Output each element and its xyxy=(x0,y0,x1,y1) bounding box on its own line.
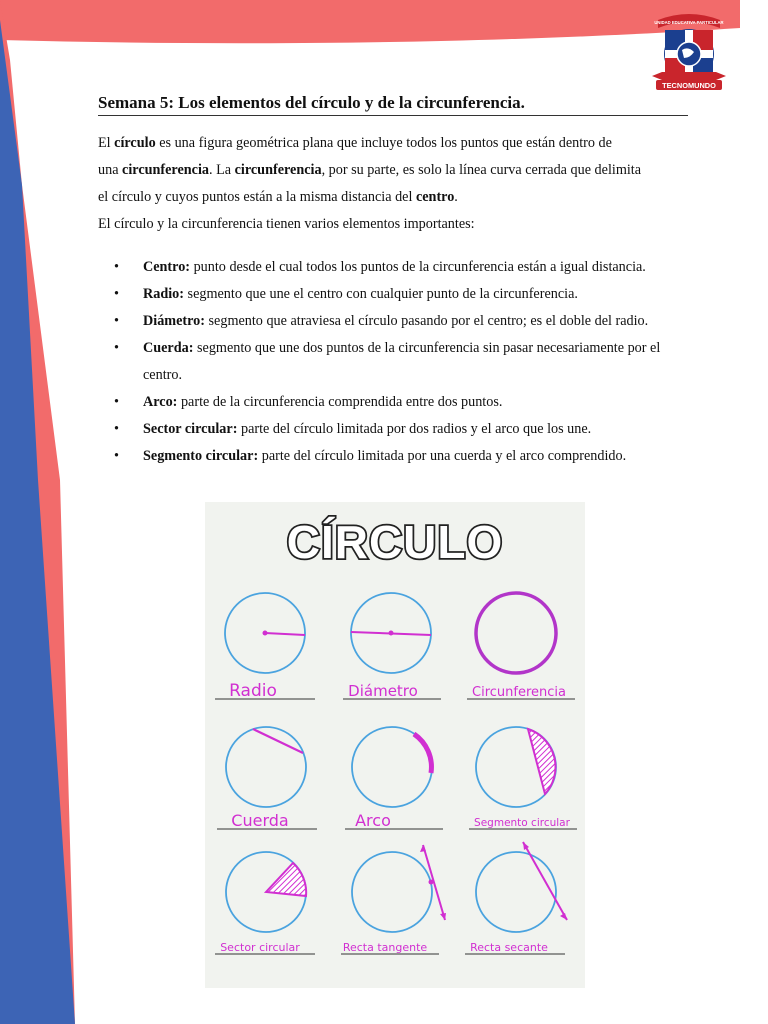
circunferencia-diagram xyxy=(476,593,556,673)
list-item: • Sector circular: parte del círculo limitada por dos radios y el arco que los une. xyxy=(110,416,700,443)
label-arco: Arco xyxy=(355,811,391,830)
sector-circular-diagram xyxy=(226,852,306,932)
elements-list xyxy=(110,254,700,470)
intro-line: El círculo y la circunferencia tienen varios elementos importantes: xyxy=(98,216,475,232)
list-item: • Radio: segmento que une el centro con cualquier punto de la circunferencia. xyxy=(110,281,700,308)
label-circunferencia: Circunferencia xyxy=(472,685,566,700)
document-title: Semana 5: Los elementos del círculo y de la circunferencia. xyxy=(98,93,688,116)
intro-line: el círculo y cuyos puntos están a la misma distancia del centro. xyxy=(98,189,458,205)
recta-secante-diagram xyxy=(476,842,567,932)
cuerda-diagram xyxy=(226,727,306,807)
circle-elements-poster xyxy=(205,502,585,988)
list-item: • Cuerda: segmento que une dos puntos de la circunferencia sin pasar necesariamente por el centro. xyxy=(110,335,700,389)
radio-diagram xyxy=(225,593,305,673)
segmento-circular-diagram xyxy=(476,727,556,807)
logo-school-name: UNIDAD EDUCATIVA PARTICULAR xyxy=(654,20,724,25)
label-recta-tangente: Recta tangente xyxy=(342,941,428,954)
intro-paragraph xyxy=(98,130,698,238)
diametro-diagram xyxy=(351,593,431,673)
list-item: • Centro: punto desde el cual todos los puntos de la circunferencia están a igual distancia. xyxy=(110,254,700,281)
label-sector-circular: Sector circular xyxy=(220,941,300,954)
logo-brand: TECNOMUNDO xyxy=(662,81,716,90)
label-cuerda: Cuerda xyxy=(231,811,289,830)
intro-line: una circunferencia. La circunferencia, por su parte, es solo la línea curva cerrada que delimita xyxy=(98,162,642,178)
label-segmento-circular: Segmento circular xyxy=(474,817,570,829)
poster-title: CÍRCULO xyxy=(286,516,504,568)
intro-line: El círculo es una figura geométrica plana que incluye todos los puntos que están dentro de xyxy=(98,135,612,151)
label-recta-secante: Recta secante xyxy=(470,941,548,954)
label-diametro: Diámetro xyxy=(348,682,418,700)
list-item: • Segmento circular: parte del círculo limitada por una cuerda y el arco comprendido. xyxy=(110,443,700,470)
top-red-band xyxy=(0,0,740,43)
list-item: • Diámetro: segmento que atraviesa el círculo pasando por el centro; es el doble del radio. xyxy=(110,308,700,335)
label-radio: Radio xyxy=(229,681,277,701)
recta-tangente-diagram xyxy=(352,845,446,932)
arco-diagram xyxy=(352,727,432,807)
school-logo xyxy=(650,10,728,94)
left-blue-stripe xyxy=(0,20,75,1024)
list-item: • Arco: parte de la circunferencia comprendida entre dos puntos. xyxy=(110,389,700,416)
